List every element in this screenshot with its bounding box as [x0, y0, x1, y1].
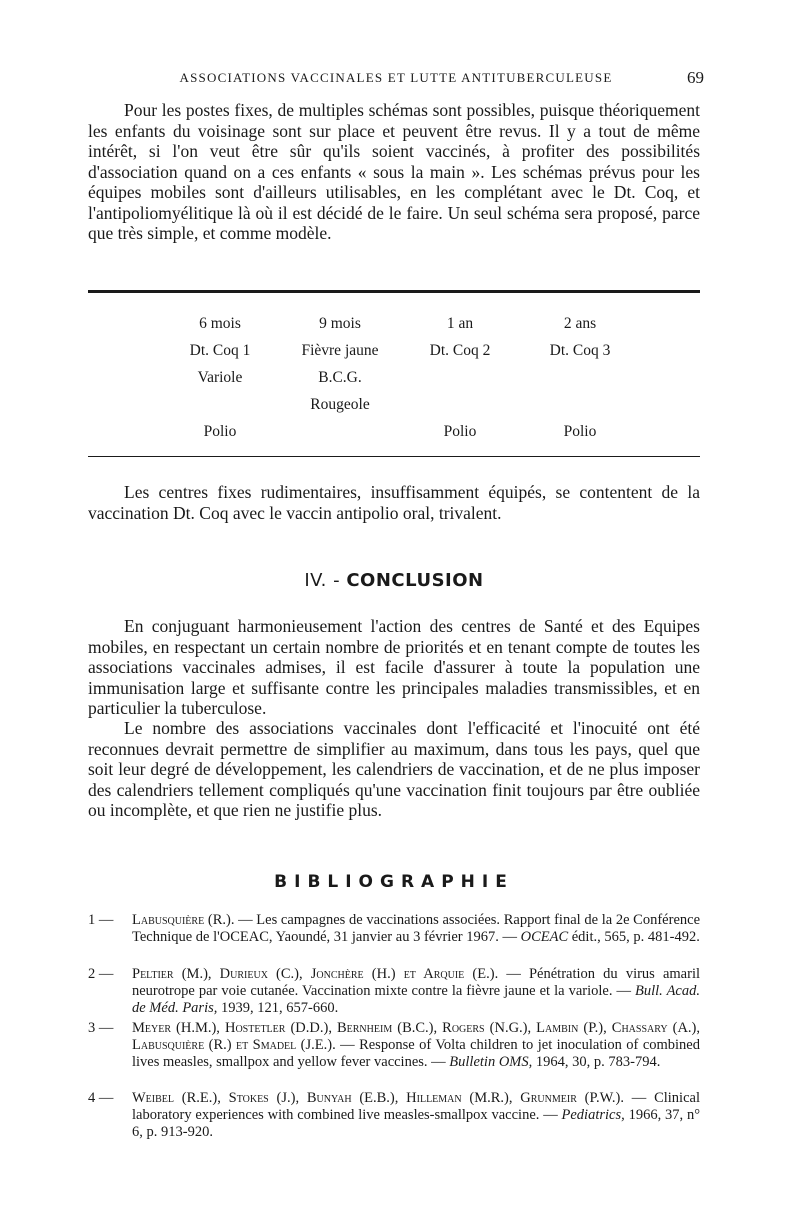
reference-source: Bull. Acad. de Méd. Paris,	[132, 983, 700, 1016]
table-cell: Dt. Coq 1	[189, 341, 251, 359]
table-cell: B.C.G.	[318, 368, 362, 386]
table-header-row	[160, 310, 640, 337]
bibliography-title: BIBLIOGRAPHIE	[274, 872, 514, 892]
reference-tail: édit., 565, p. 481-492.	[568, 929, 700, 945]
table-cell: Rougeole	[310, 395, 370, 413]
after-table-paragraph: Les centres fixes rudimentaires, insuffisamment équipés, se contentent de la vaccination Dt. Coq avec le vaccin antipolio oral, trivalent.	[88, 482, 700, 523]
reference-tail: 1939, 121, 657-660.	[217, 1000, 339, 1016]
column-header: 1 an	[446, 314, 474, 332]
reference-text: — Clinical laboratory experiences with combined live measles-smallpox vaccine. —	[132, 1090, 700, 1123]
table-cell	[160, 391, 280, 418]
table-cell	[280, 418, 400, 445]
reference-authors: Weibel (R.E.), Stokes (J.), Bunyah (E.B.), Hilleman (M.R.), Grunmeir (P.W.).	[132, 1090, 625, 1106]
reference-body	[132, 912, 700, 946]
reference-authors: Meyer (H.M.), Hostetler (D.D.), Bernheim (B.C.), Rogers (N.G.), Lambin (P.), Chassary (A.), Labusquière (R.) et Smadel (J.E.).	[132, 1020, 700, 1053]
reference-body	[132, 1090, 700, 1141]
reference-text: — Response of Volta children to jet inoculation of combined lives measles, smallpox and yellow fever vaccines. —	[132, 1037, 700, 1070]
table-cell: Fièvre jaune	[301, 341, 379, 359]
reference-source: Pediatrics,	[561, 1107, 625, 1123]
table-cell: Polio	[203, 422, 237, 440]
reference-item	[88, 912, 700, 946]
table-cell	[520, 364, 640, 391]
table-bottom-rule	[88, 456, 700, 457]
reference-body	[132, 966, 700, 1017]
reference-source: OCEAC	[520, 929, 569, 945]
table-cell	[400, 364, 520, 391]
reference-number: 2 —	[88, 966, 114, 982]
reference-item	[88, 1020, 700, 1071]
table-cell: Dt. Coq 2	[429, 341, 491, 359]
reference-number: 4 —	[88, 1090, 114, 1106]
conclusion-paragraph: En conjuguant harmonieusement l'action des centres de Santé et des Equipes mobiles, en respectant un certain nombre de priorités et en tenant compte de toutes les associations vaccinales admises, il est facile d'assurer à toute la population une immunisation large et suffisante contre les principales maladies transmissibles, et en particulier la tuberculose.	[88, 616, 700, 718]
column-header: 9 mois	[319, 314, 361, 332]
intro-paragraph: Pour les postes fixes, de multiples schémas sont possibles, puisque théoriquement les enfants du voisinage sont sur place et peuvent être revus. Il y a tout de même intérêt, si l'on veut être sûr qu'ils soient vaccinés, à profiter des possibilités d'association quand on a ces enfants « sous la main ». Les schémas prévus pour les équipes mobiles sont d'ailleurs utilisables, en les complétant avec le Dt. Coq, et l'antipoliomyélitique là où il est décidé de le faire. Un seul schéma sera proposé, parce que très simple, et comme modèle.	[88, 100, 700, 243]
table-top-rule	[88, 290, 700, 293]
reference-text: — Les campagnes de vaccinations associées. Rapport final de la 2e Conférence Technique de l'OCEAC, Yaoundé, 31 janvier au 3 février 1967. —	[132, 912, 700, 945]
running-title: ASSOCIATIONS VACCINALES ET LUTTE ANTITUBERCULEUSE	[179, 70, 613, 85]
table-row	[160, 337, 640, 364]
table-row	[160, 418, 640, 445]
reference-text: — Pénétration du virus amaril neurotrope par voie cutanée. Vaccination mixte contre la fièvre jaune et la variole. —	[132, 966, 701, 999]
table-row	[160, 364, 640, 391]
reference-tail: 1964, 30, p. 783-794.	[532, 1054, 661, 1070]
table-cell: Dt. Coq 3	[549, 341, 611, 359]
table-cell: Polio	[563, 422, 597, 440]
reference-item	[88, 1090, 700, 1141]
table-row	[160, 391, 640, 418]
table-cell	[520, 391, 640, 418]
column-header: 6 mois	[199, 314, 241, 332]
table-cell	[400, 391, 520, 418]
reference-body	[132, 1020, 700, 1071]
section-title: CONCLUSION	[346, 570, 484, 591]
reference-authors: Labusquière (R.).	[132, 912, 235, 928]
reference-authors: Peltier (M.), Durieux (C.), Jonchère (H.) et Arquie (E.).	[132, 966, 499, 982]
reference-number: 3 —	[88, 1020, 114, 1036]
section-heading	[88, 570, 700, 591]
reference-number: 1 —	[88, 912, 114, 928]
table-cell: Polio	[443, 422, 477, 440]
column-header: 2 ans	[563, 314, 597, 332]
section-number: IV. -	[304, 570, 347, 591]
conclusion-paragraph: Le nombre des associations vaccinales dont l'efficacité et l'inocuité ont été reconnues devrait permettre de simplifier au maximum, dans tous les pays, quel que soit leur degré de développement, les calendriers de vaccination, et de ne plus imposer des calendriers tellement compliqués qu'une vaccination finit toujours par être oubliée ou incomplète, et que rien ne justifie plus.	[88, 718, 700, 820]
reference-tail: 1966, 37, n° 6, p. 913-920.	[132, 1107, 700, 1140]
reference-source: Bulletin OMS,	[449, 1054, 533, 1070]
reference-item	[88, 966, 700, 1017]
table-cell: Variole	[197, 368, 243, 386]
vaccination-schedule-table	[160, 310, 640, 445]
page-number: 69	[687, 68, 704, 87]
